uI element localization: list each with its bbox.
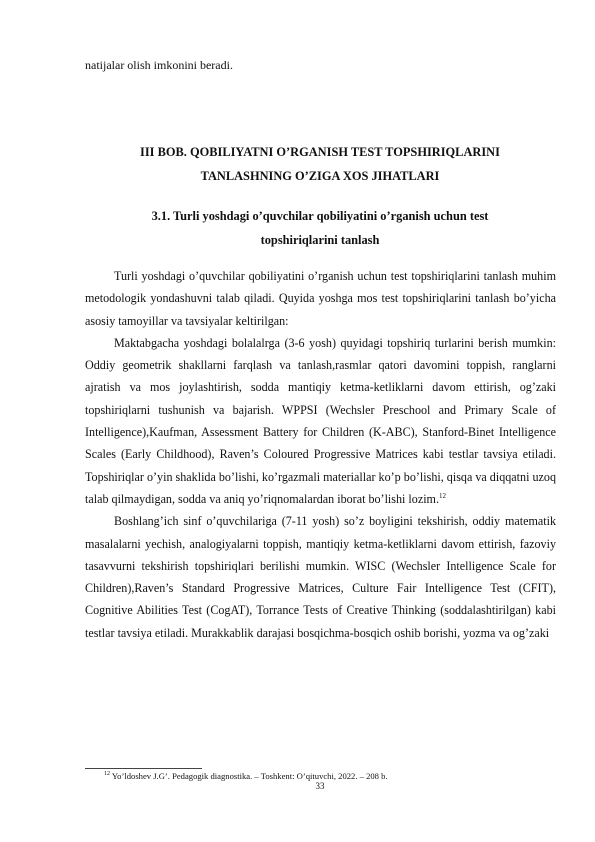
paragraph-primary-school: Boshlang’ich sinf o’quvchilariga (7-11 yosh) so’z boyligini tekshirish, oddiy matematik masalalarni yechish, analogiyalarni toppish, mantiqiy ketma-ketliklarni davom ettirish, fazoviy tasavvurni tekshirish topshiriqlari berilishi mumkin. WISC (Wechsler Intelligence Scale for Children),Raven’s Standard Progressive Matrices, Culture Fair Intelligence Test (CFIT), Cognitive Abilities Test (CogAT), Torrance Tests of Creative Thinking (soddalashtirilgan) kabi testlar tavsiya etiladi. Murakkablik darajasi bosqichma-bosqich oshib borishi, yozma va og’zaki: [85, 514, 556, 640]
chapter-heading-line-2: TANLASHNING O’ZIGA XOS JIHATLARI: [200, 169, 440, 183]
footnote-mark: 12: [104, 771, 110, 778]
paragraph-intro: Turli yoshdagi o’quvchilar qobiliyatini o’rganish uchun test topshiriqlarini tanlash muhim metodologik yondashuvni talab qiladi. Quyida yoshga mos test topshiriqlarini tanlash bo’yicha asosiy tamoyillar va tavsiyalar keltirilgan:: [85, 269, 556, 328]
body-text: [85, 265, 556, 644]
paragraph-preschool: [85, 332, 556, 510]
continued-text-line: natijalar olish imkonini beradi.: [85, 58, 233, 72]
section-heading-line-1: 3.1. Turli yoshdagi o’quvchilar qobiliyatini o’rganish uchun test: [151, 209, 489, 223]
footnote-separator: [85, 768, 202, 769]
footnote-text: Yo’ldoshev J.G’. Pedagogik diagnostika. – Toshkent: O’qituvchi, 2022. – 208 b.: [110, 771, 388, 781]
paragraph-preschool-text: Maktabgacha yoshdagi bolalalrga (3-6 yosh) quyidagi topshiriq turlarini berish mumkin: Oddiy geometrik shakllarni farqlash va tanlash,rasmlar qatori davomini toppish, ranglarni ajratish va mos joylashtirish, sodda mantiqiy ketma-ketliklarni davom ettirish, og’zaki topshiriqlarni tushunish va bajarish. WPPSI (Wechsler Preschool and Primary Scale of Intelligence),Kaufman, Assessment Battery for Children (K-ABC), Stanford-Binet Intelligence Scales (Early Childhood), Raven’s Coloured Progressive Matrices kabi testlar tavsiya etiladi. Topshiriqlar o’yin shaklida bo’lishi, ko’rgazmali materiallar ko’p bo’lishi, qisqa va diqqatni uzoq talab qilmaydigan, sodda va aniq yo’riqnomalardan iborat bo’lishi lozim.: [85, 335, 556, 506]
chapter-heading: [85, 140, 555, 188]
chapter-heading-line-1: III BOB. QOBILIYATNI O’RGANISH TEST TOPSHIRIQLARINI: [140, 145, 500, 159]
section-heading-line-2: topshiriqlarini tanlash: [260, 233, 380, 247]
page-number: 33: [315, 781, 325, 791]
footnote-reference: 12: [439, 491, 446, 500]
section-heading: [85, 204, 555, 252]
